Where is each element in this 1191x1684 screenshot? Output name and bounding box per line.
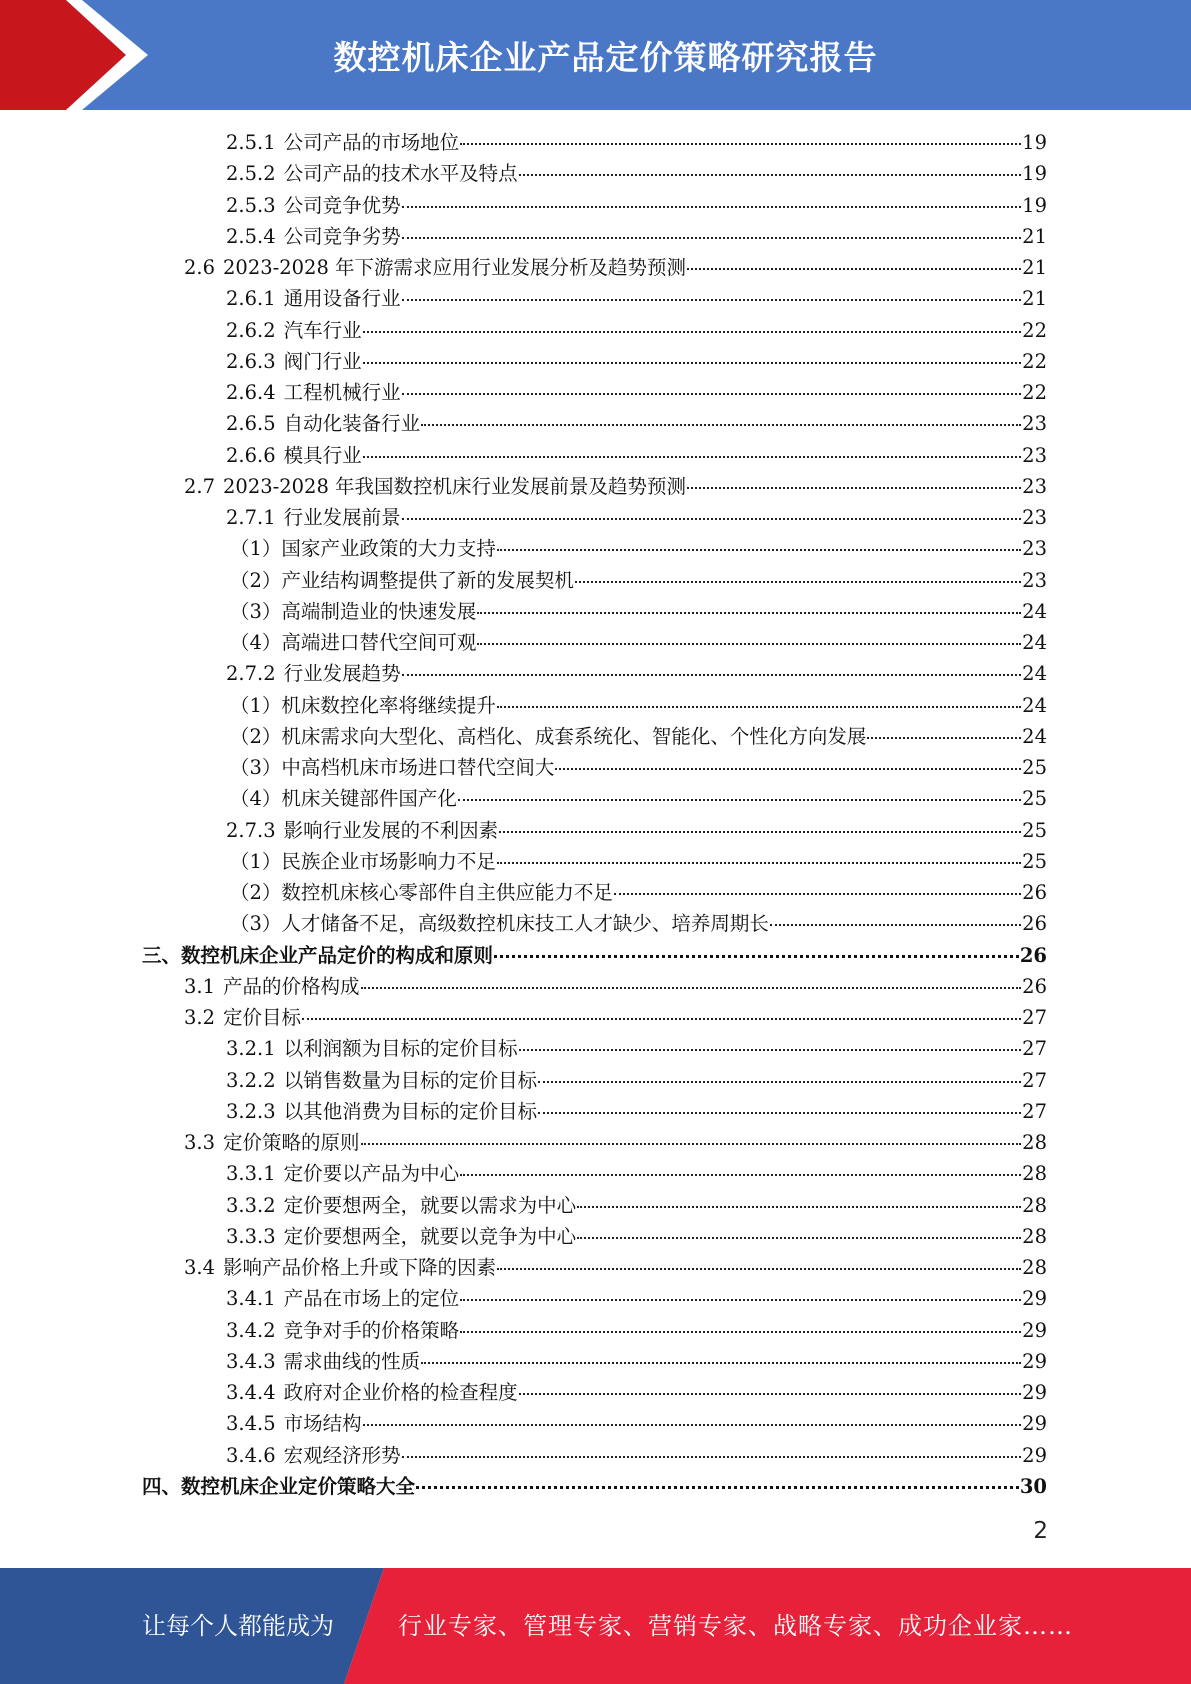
- toc-entry-title: 以利润额为目标的定价目标: [283, 1037, 518, 1060]
- toc-entry-page: 22: [1022, 319, 1047, 342]
- toc-dot-leader: [477, 612, 1021, 614]
- toc-entry-page: 29: [1022, 1319, 1047, 1342]
- toc-entry-title: 定价要想两全，就要以需求为中心: [283, 1194, 577, 1217]
- toc-entry-title: 三、数控机床企业产品定价的构成和原则: [142, 944, 494, 967]
- toc-entry-number: 3.3: [184, 1131, 216, 1154]
- toc-entry-title: （1）民族企业市场影响力不足: [230, 850, 496, 873]
- toc-entry-number: 3.4.4: [226, 1381, 276, 1404]
- toc-entry-page: 19: [1022, 131, 1047, 154]
- toc-entry[interactable]: [226, 1158, 1047, 1189]
- toc-entry-page: 26: [1019, 944, 1047, 967]
- toc-entry[interactable]: [226, 315, 1047, 346]
- toc-entry-page: 29: [1022, 1350, 1047, 1373]
- toc-entry-page: 22: [1022, 381, 1047, 404]
- toc-entry-title: 通用设备行业: [283, 287, 401, 310]
- toc-dot-leader: [555, 768, 1021, 770]
- toc-entry-title: （3）中高档机床市场进口替代空间大: [230, 756, 555, 779]
- toc-entry-title: （3）高端制造业的快速发展: [230, 600, 477, 623]
- toc-entry[interactable]: [184, 971, 1047, 1002]
- toc-entry[interactable]: [226, 346, 1047, 377]
- toc-dot-leader: [867, 737, 1021, 739]
- toc-entry-page: 24: [1022, 725, 1047, 748]
- toc-entry-title: 以销售数量为目标的定价目标: [283, 1069, 538, 1092]
- toc-entry-page: 28: [1022, 1194, 1047, 1217]
- toc-entry-number: 3.3.2: [226, 1194, 276, 1217]
- toc-entry[interactable]: [226, 1033, 1047, 1064]
- toc-entry-title: 产品的价格构成: [223, 975, 360, 998]
- toc-entry[interactable]: [230, 565, 1047, 596]
- toc-entry-number: 2.7.3: [226, 819, 276, 842]
- toc-dot-leader: [577, 1237, 1021, 1239]
- toc-entry-title: 定价策略的原则: [223, 1131, 360, 1154]
- toc-dot-leader: [770, 924, 1021, 926]
- toc-dot-leader: [494, 955, 1019, 958]
- toc-entry[interactable]: [230, 721, 1047, 752]
- toc-entry[interactable]: [226, 658, 1047, 689]
- toc-dot-leader: [302, 1018, 1021, 1020]
- toc-entry[interactable]: [226, 1096, 1047, 1127]
- toc-entry[interactable]: [230, 783, 1047, 814]
- toc-dot-leader: [416, 1486, 1019, 1489]
- toc-dot-leader: [519, 1393, 1022, 1395]
- toc-entry[interactable]: [226, 190, 1047, 221]
- toc-entry-number: 3.3.3: [226, 1225, 276, 1248]
- toc-entry-number: 2.7.2: [226, 662, 276, 685]
- toc-entry-page: 19: [1022, 162, 1047, 185]
- toc-entry[interactable]: [226, 377, 1047, 408]
- toc-entry-page: 21: [1022, 225, 1047, 248]
- toc-dot-leader: [460, 1299, 1021, 1301]
- toc-entry-title: 行业发展趋势: [283, 662, 401, 685]
- toc-entry[interactable]: [226, 1221, 1047, 1252]
- toc-dot-leader: [402, 299, 1022, 301]
- toc-dot-leader: [402, 393, 1022, 395]
- toc-dot-leader: [460, 143, 1021, 145]
- toc-dot-leader: [363, 456, 1022, 458]
- toc-dot-leader: [361, 987, 1022, 989]
- toc-dot-leader: [614, 893, 1021, 895]
- toc-entry-page: 27: [1022, 1069, 1047, 1092]
- toc-entry-title: 影响行业发展的不利因素: [283, 819, 499, 842]
- toc-dot-leader: [363, 331, 1022, 333]
- toc-entry-page: 24: [1022, 694, 1047, 717]
- toc-entry[interactable]: [226, 1315, 1047, 1346]
- toc-entry-page: 25: [1022, 850, 1047, 873]
- toc-entry-number: 3.2.3: [226, 1100, 276, 1123]
- toc-dot-leader: [402, 1456, 1022, 1458]
- toc-dot-leader: [538, 1081, 1021, 1083]
- toc-dot-leader: [497, 706, 1021, 708]
- toc-entry-page: 25: [1022, 819, 1047, 842]
- toc-dot-leader: [497, 862, 1021, 864]
- toc-entry[interactable]: [230, 627, 1047, 658]
- toc-entry-page: 28: [1022, 1256, 1047, 1279]
- toc-entry-title: （1）机床数控化率将继续提升: [230, 694, 496, 717]
- toc-entry-title: 定价要以产品为中心: [283, 1162, 460, 1185]
- toc-entry-page: 24: [1022, 662, 1047, 685]
- toc-entry[interactable]: [230, 877, 1047, 908]
- toc-entry-page: 27: [1022, 1100, 1047, 1123]
- toc-entry-page: 25: [1022, 787, 1047, 810]
- toc-entry-page: 29: [1022, 1412, 1047, 1435]
- toc-entry-number: 3.4.1: [226, 1287, 276, 1310]
- toc-dot-leader: [402, 518, 1022, 520]
- toc-entry-title: 公司产品的技术水平及特点: [283, 162, 518, 185]
- toc-entry-page: 21: [1022, 287, 1047, 310]
- toc-entry[interactable]: [226, 221, 1047, 252]
- toc-entry[interactable]: [184, 252, 1047, 283]
- toc-dot-leader: [458, 799, 1021, 801]
- toc-entry-page: 28: [1022, 1162, 1047, 1185]
- toc-entry[interactable]: [226, 283, 1047, 314]
- page-footer: [0, 1568, 1191, 1684]
- toc-entry-title: （1）国家产业政策的大力支持: [230, 537, 496, 560]
- toc-dot-leader: [421, 1362, 1021, 1364]
- toc-entry-title: 工程机械行业: [283, 381, 401, 404]
- toc-entry-page: 29: [1022, 1381, 1047, 1404]
- toc-entry[interactable]: [184, 471, 1047, 502]
- toc-entry[interactable]: [226, 127, 1047, 158]
- toc-entry-title: （3）人才储备不足，高级数控机床技工人才缺少、培养周期长: [230, 912, 769, 935]
- toc-entry-page: 29: [1022, 1444, 1047, 1467]
- toc-entry-page: 22: [1022, 350, 1047, 373]
- toc-entry-number: 2.6.2: [226, 319, 276, 342]
- toc-entry-number: 3.3.1: [226, 1162, 276, 1185]
- toc-entry-page: 28: [1022, 1225, 1047, 1248]
- toc-entry[interactable]: [226, 440, 1047, 471]
- toc-entry[interactable]: [226, 1377, 1047, 1408]
- toc-entry-page: 30: [1019, 1475, 1047, 1498]
- toc-entry-title: （2）数控机床核心零部件自主供应能力不足: [230, 881, 613, 904]
- toc-dot-leader: [687, 268, 1021, 270]
- toc-entry-number: 3.4.6: [226, 1444, 276, 1467]
- toc-entry-title: 影响产品价格上升或下降的因素: [223, 1256, 497, 1279]
- toc-entry-number: 3.2: [184, 1006, 216, 1029]
- toc-entry[interactable]: [230, 846, 1047, 877]
- toc-entry-title: 2023-2028 年我国数控机床行业发展前景及趋势预测: [223, 475, 687, 498]
- toc-entry-title: 自动化装备行业: [283, 412, 421, 435]
- toc-entry[interactable]: [226, 1408, 1047, 1439]
- toc-entry-number: 2.5.1: [226, 131, 276, 154]
- toc-entry[interactable]: [184, 1002, 1047, 1033]
- toc-entry-title: 产品在市场上的定位: [283, 1287, 460, 1310]
- toc-entry-number: 3.4.2: [226, 1319, 276, 1342]
- toc-dot-leader: [687, 487, 1021, 489]
- toc-dot-leader: [497, 1268, 1021, 1270]
- toc-entry-number: 3.2.1: [226, 1037, 276, 1060]
- toc-dot-leader: [577, 1206, 1021, 1208]
- toc-entry-number: 2.7.1: [226, 506, 276, 529]
- toc-entry[interactable]: [184, 1252, 1047, 1283]
- toc-dot-leader: [421, 424, 1021, 426]
- report-title: 数控机床企业产品定价策略研究报告: [333, 37, 878, 77]
- toc-entry-number: 3.4.5: [226, 1412, 276, 1435]
- toc-entry-number: 2.5.2: [226, 162, 276, 185]
- toc-entry-number: 2.6.3: [226, 350, 276, 373]
- toc-entry-page: 24: [1022, 631, 1047, 654]
- page-number: 2: [1033, 1518, 1048, 1544]
- page-header: [0, 0, 1191, 110]
- toc-dot-leader: [460, 1331, 1021, 1333]
- toc-entry[interactable]: [230, 908, 1047, 939]
- toc-entry-title: 行业发展前景: [283, 506, 401, 529]
- toc-entry-title: （2）产业结构调整提供了新的发展契机: [230, 569, 574, 592]
- toc-dot-leader: [460, 1174, 1021, 1176]
- toc-entry-page: 23: [1022, 412, 1047, 435]
- toc-entry-title: 竞争对手的价格策略: [283, 1319, 460, 1342]
- toc-entry-page: 27: [1022, 1006, 1047, 1029]
- toc-entry-title: （4）机床关键部件国产化: [230, 787, 457, 810]
- toc-dot-leader: [363, 362, 1022, 364]
- toc-entry-title: 公司产品的市场地位: [283, 131, 460, 154]
- toc-entry-title: 汽车行业: [283, 319, 362, 342]
- toc-dot-leader: [361, 1143, 1022, 1145]
- toc-entry-title: 阀门行业: [283, 350, 362, 373]
- toc-entry-title: 公司竞争劣势: [283, 225, 401, 248]
- toc-entry-number: 3.4.3: [226, 1350, 276, 1373]
- toc-entry[interactable]: [226, 1346, 1047, 1377]
- toc-entry[interactable]: [226, 1065, 1047, 1096]
- toc-entry-page: 24: [1022, 600, 1047, 623]
- toc-dot-leader: [402, 237, 1022, 239]
- toc-entry[interactable]: [142, 1471, 1047, 1502]
- toc-entry-number: 2.5.3: [226, 194, 276, 217]
- toc-dot-leader: [499, 831, 1021, 833]
- toc-entry[interactable]: [184, 1127, 1047, 1158]
- toc-entry[interactable]: [142, 940, 1047, 971]
- toc-entry[interactable]: [226, 158, 1047, 189]
- toc-entry-title: 四、数控机床企业定价策略大全: [142, 1475, 416, 1498]
- toc-entry[interactable]: [230, 533, 1047, 564]
- toc-entry-page: 28: [1022, 1131, 1047, 1154]
- toc-entry-page: 26: [1022, 912, 1047, 935]
- toc-entry-page: 23: [1022, 506, 1047, 529]
- toc-dot-leader: [538, 1112, 1021, 1114]
- toc-entry-title: 需求曲线的性质: [283, 1350, 421, 1373]
- toc-entry-number: 3.4: [184, 1256, 216, 1279]
- toc-entry-title: （4）高端进口替代空间可观: [230, 631, 477, 654]
- toc-dot-leader: [477, 643, 1021, 645]
- toc-entry[interactable]: [230, 596, 1047, 627]
- toc-entry-page: 29: [1022, 1287, 1047, 1310]
- toc-entry[interactable]: [230, 690, 1047, 721]
- toc-entry[interactable]: [230, 752, 1047, 783]
- toc-entry[interactable]: [226, 502, 1047, 533]
- toc-entry-title: 以其他消费为目标的定价目标: [283, 1100, 538, 1123]
- toc-entry-title: 模具行业: [283, 444, 362, 467]
- toc-dot-leader: [519, 174, 1022, 176]
- toc-dot-leader: [519, 1049, 1022, 1051]
- toc-entry-page: 23: [1022, 444, 1047, 467]
- toc-entry[interactable]: [226, 1283, 1047, 1314]
- toc-entry-page: 23: [1022, 537, 1047, 560]
- footer-slogan-left: 让每个人都能成为: [142, 1612, 334, 1640]
- toc-entry-page: 23: [1022, 475, 1047, 498]
- toc-entry-page: 26: [1022, 975, 1047, 998]
- toc-entry-page: 25: [1022, 756, 1047, 779]
- toc-entry-title: 市场结构: [283, 1412, 362, 1435]
- toc-entry[interactable]: [226, 1440, 1047, 1471]
- toc-dot-leader: [497, 549, 1021, 551]
- toc-entry-page: 21: [1022, 256, 1047, 279]
- toc-entry-number: 2.6.6: [226, 444, 276, 467]
- toc-entry[interactable]: [226, 1190, 1047, 1221]
- toc-entry-number: 2.6.4: [226, 381, 276, 404]
- toc-dot-leader: [363, 1424, 1022, 1426]
- toc-entry-title: 定价要想两全，就要以竞争为中心: [283, 1225, 577, 1248]
- toc-dot-leader: [402, 206, 1022, 208]
- toc-entry-page: 26: [1022, 881, 1047, 904]
- toc-entry-title: （2）机床需求向大型化、高档化、成套系统化、智能化、个性化方向发展: [230, 725, 867, 748]
- toc-entry-number: 2.7: [184, 475, 216, 498]
- toc-entry-title: 宏观经济形势: [283, 1444, 401, 1467]
- toc-entry-number: 3.1: [184, 975, 216, 998]
- toc-entry-number: 2.6.1: [226, 287, 276, 310]
- toc-entry[interactable]: [226, 408, 1047, 439]
- toc-entry-title: 公司竞争优势: [283, 194, 401, 217]
- toc-dot-leader: [575, 581, 1021, 583]
- toc-entry-title: 政府对企业价格的检查程度: [283, 1381, 518, 1404]
- toc-entry-number: 2.6: [184, 256, 216, 279]
- toc-entry-number: 3.2.2: [226, 1069, 276, 1092]
- footer-slogan-right: 行业专家、管理专家、营销专家、战略专家、成功企业家……: [398, 1612, 1073, 1640]
- toc-dot-leader: [402, 674, 1022, 676]
- toc-entry-title: 2023-2028 年下游需求应用行业发展分析及趋势预测: [223, 256, 687, 279]
- toc-entry-number: 2.6.5: [226, 412, 276, 435]
- toc-entry[interactable]: [226, 815, 1047, 846]
- toc-entry-page: 27: [1022, 1037, 1047, 1060]
- toc-entry-page: 23: [1022, 569, 1047, 592]
- toc-entry-title: 定价目标: [223, 1006, 302, 1029]
- toc-entry-page: 19: [1022, 194, 1047, 217]
- toc-entry-number: 2.5.4: [226, 225, 276, 248]
